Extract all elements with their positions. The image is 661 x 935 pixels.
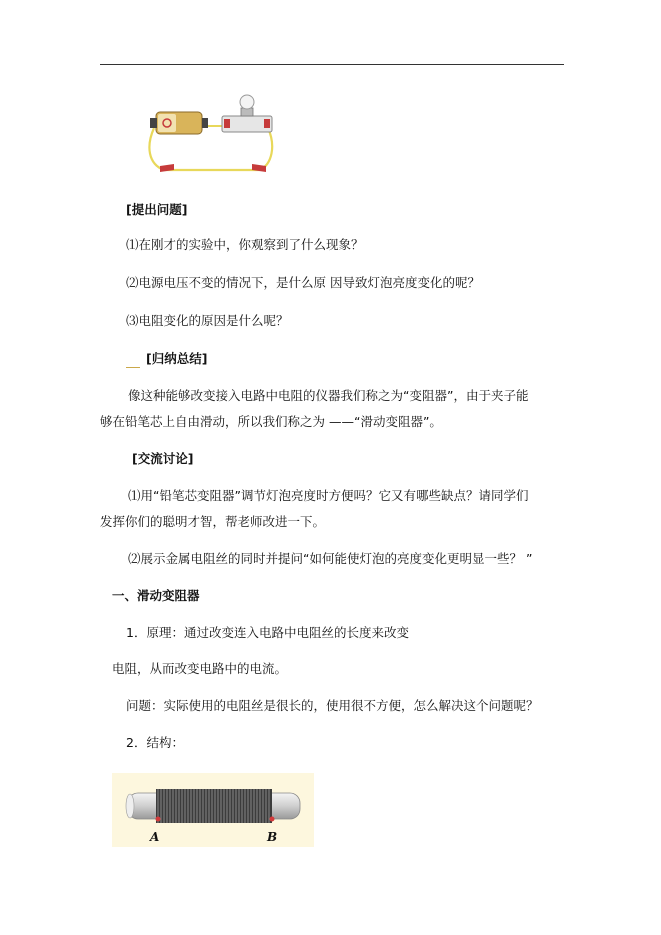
heading-summary [126, 350, 207, 368]
heading-summary-text: [归纳总结] [146, 351, 208, 366]
discussion-item-2: ⑵展示金属电阻丝的同时并提问“如何能使灯泡的亮度变化更明显一些？ ” [128, 551, 533, 566]
principle-line-2: 电阻，从而改变电路中的电流。 [112, 661, 288, 676]
summary-line-2: 够在铅笔芯上自由滑动，所以我们称之为 ——“滑动变阻器”。 [100, 414, 442, 429]
heading-discussion: [交流讨论] [132, 451, 194, 466]
label-a: A [150, 830, 160, 844]
terminal-b [270, 817, 275, 822]
circuit-diagram [140, 94, 290, 176]
principle-line-1: 1．原理：通过改变连入电路中电阻丝的长度来改变 [126, 625, 409, 640]
question-3: ⑶电阻变化的原因是什么呢？ [126, 313, 289, 328]
bulb-icon [240, 95, 254, 109]
coil-diagram [112, 773, 314, 847]
discussion-item-1-line-1: ⑴用“铅笔芯变阻器”调节灯泡亮度时方便吗？它又有哪些缺点？请同学们 [128, 488, 529, 503]
summary-line-1: 像这种能够改变接入电路中电阻的仪器我们称之为“变阻器”，由于夹子能 [128, 388, 529, 403]
rheostat-question: 问题：实际使用的电阻丝是很长的，使用很不方便，怎么解决这个问题呢？ [126, 698, 539, 713]
coil-figure [112, 773, 314, 847]
terminal-a [156, 817, 161, 822]
heading-mark [126, 359, 140, 368]
heading-propose: [提出问题] [126, 202, 188, 217]
discussion-item-1-line-2: 发挥你们的聪明才智，帮老师改进一下。 [100, 514, 326, 529]
question-1: ⑴在刚才的实验中，你观察到了什么现象？ [126, 237, 364, 252]
header-rule [100, 64, 564, 65]
label-b: B [267, 830, 278, 844]
question-2: ⑵电源电压不变的情况下，是什么原 因导致灯泡亮度变化的呢？ [126, 275, 480, 290]
structure-label: 2．结构： [126, 735, 184, 750]
heading-rheostat: 一、滑动变阻器 [112, 588, 200, 603]
